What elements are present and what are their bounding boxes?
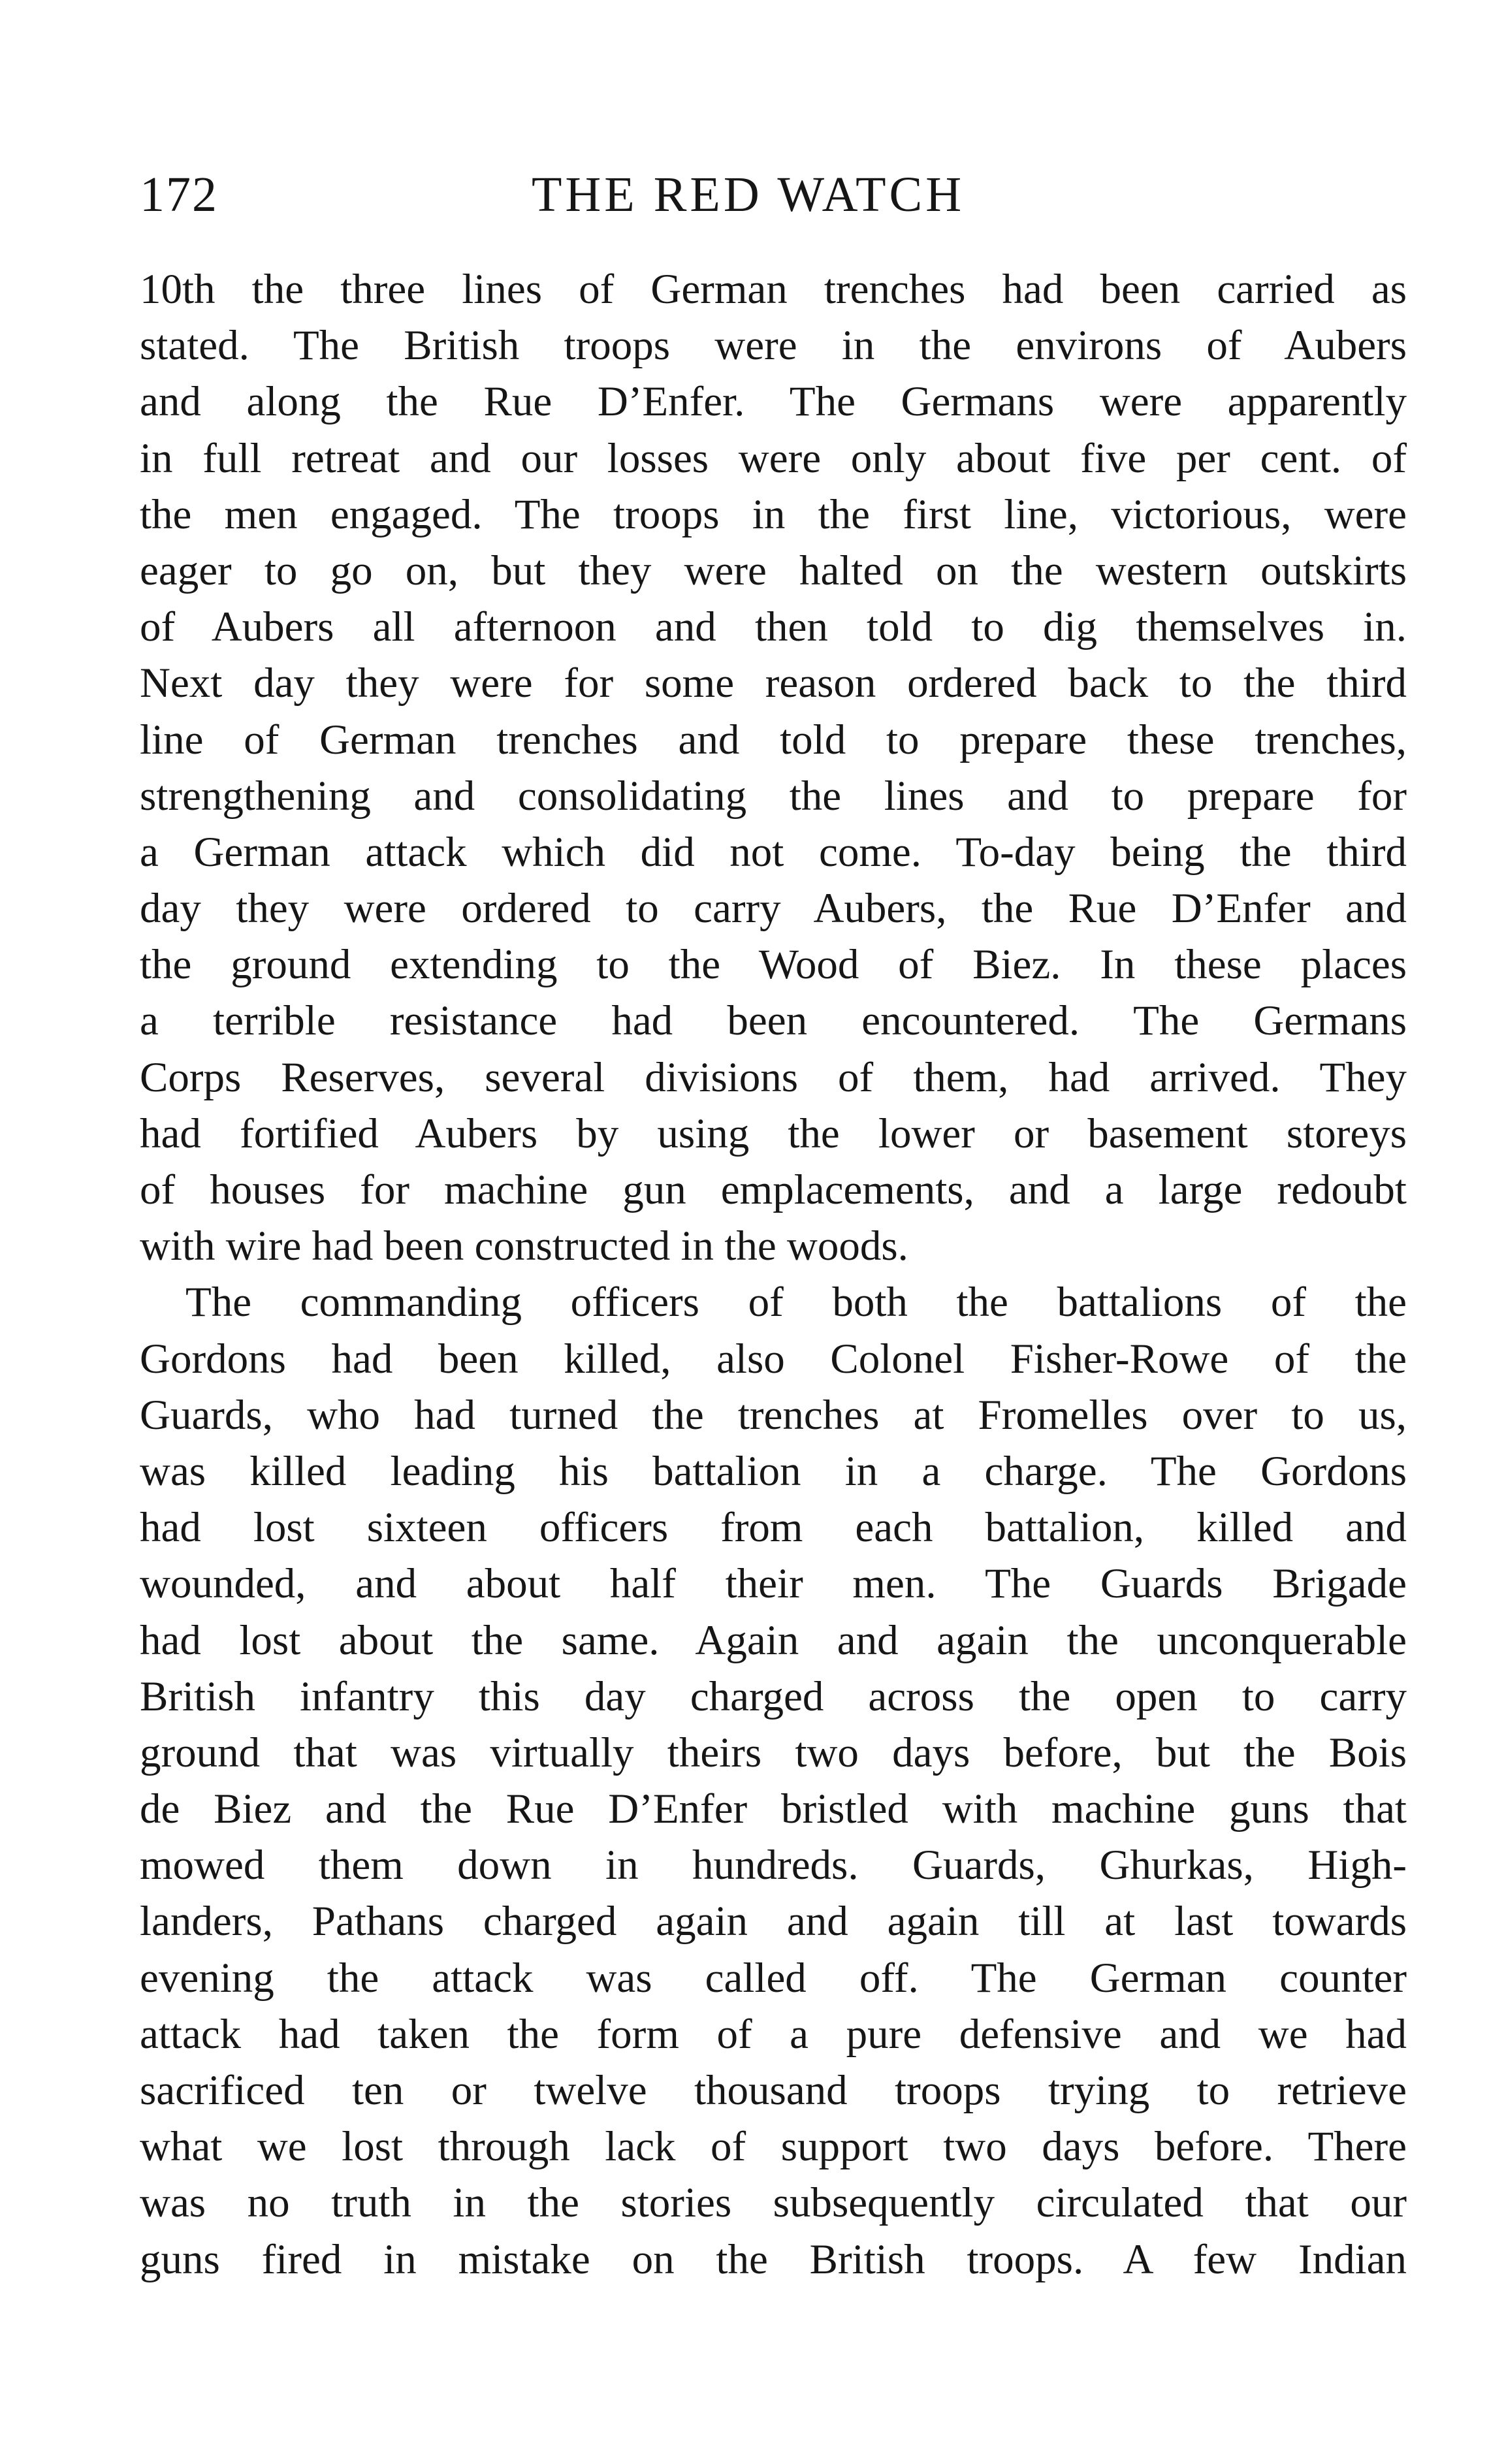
- text-line: Guards, who had turned the trenches at Fromelles over to us,: [140, 1391, 1407, 1439]
- text-line: in full retreat and our losses were only about five per cent. of: [140, 434, 1407, 482]
- text-line: British infantry this day charged across the open to carry: [140, 1672, 1407, 1720]
- text-line: guns fired in mistake on the British troops. A few Indian: [140, 2235, 1407, 2283]
- page-header: [140, 162, 1407, 227]
- body-text: [140, 261, 1407, 2288]
- text-line: was no truth in the stories subsequently circulated that our: [140, 2179, 1407, 2227]
- text-line: stated. The British troops were in the environs of Aubers: [140, 322, 1407, 370]
- text-line: of houses for machine gun emplacements, and a large redoubt: [140, 1166, 1407, 1213]
- text-line: had fortified Aubers by using the lower or basement storeys: [140, 1110, 1407, 1157]
- paragraph-first-line: The commanding officers of both the battalions of the: [185, 1279, 1407, 1326]
- paragraph-last-line: with wire had been constructed in the woods.: [140, 1223, 908, 1270]
- text-line: was killed leading his battalion in a charge. The Gordons: [140, 1447, 1407, 1495]
- running-title: THE RED WATCH: [532, 167, 965, 222]
- text-line: mowed them down in hundreds. Guards, Ghurkas, High-: [140, 1842, 1407, 1889]
- text-line: Corps Reserves, several divisions of them, had arrived. They: [140, 1053, 1407, 1101]
- text-line: had lost sixteen officers from each battalion, killed and: [140, 1504, 1407, 1552]
- text-line: eager to go on, but they were halted on the western outskirts: [140, 547, 1407, 594]
- text-line: evening the attack was called off. The German counter: [140, 1954, 1407, 2002]
- text-line: strengthening and consolidating the lines and to prepare for: [140, 772, 1407, 820]
- text-line: Gordons had been killed, also Colonel Fisher-Rowe of the: [140, 1335, 1407, 1383]
- text-line: and along the Rue D’Enfer. The Germans were apparently: [140, 378, 1407, 426]
- text-line: the ground extending to the Wood of Biez. In these places: [140, 941, 1407, 989]
- text-line: a German attack which did not come. To-day being the third: [140, 828, 1407, 876]
- text-line: de Biez and the Rue D’Enfer bristled with machine guns that: [140, 1785, 1407, 1833]
- text-line: line of German trenches and told to prepare these trenches,: [140, 716, 1407, 763]
- text-line: day they were ordered to carry Aubers, the Rue D’Enfer and: [140, 885, 1407, 933]
- text-line: landers, Pathans charged again and again till at last towards: [140, 1898, 1407, 1945]
- text-line: had lost about the same. Again and again the unconquerable: [140, 1616, 1407, 1664]
- text-line: the men engaged. The troops in the first line, victorious, were: [140, 490, 1407, 538]
- text-line: attack had taken the form of a pure defensive and we had: [140, 2010, 1407, 2058]
- text-line: a terrible resistance had been encountered. The Germans: [140, 997, 1407, 1045]
- page-number: 172: [140, 167, 218, 222]
- text-line: 10th the three lines of German trenches had been carried as: [140, 266, 1407, 313]
- text-line: what we lost through lack of support two days before. There: [140, 2123, 1407, 2171]
- text-line: wounded, and about half their men. The Guards Brigade: [140, 1560, 1407, 1608]
- text-line: of Aubers all afternoon and then told to dig themselves in.: [140, 603, 1407, 651]
- text-line: ground that was virtually theirs two days before, but the Bois: [140, 1729, 1407, 1776]
- text-line: Next day they were for some reason ordered back to the third: [140, 660, 1407, 707]
- text-line: sacrificed ten or twelve thousand troops trying to retrieve: [140, 2067, 1407, 2114]
